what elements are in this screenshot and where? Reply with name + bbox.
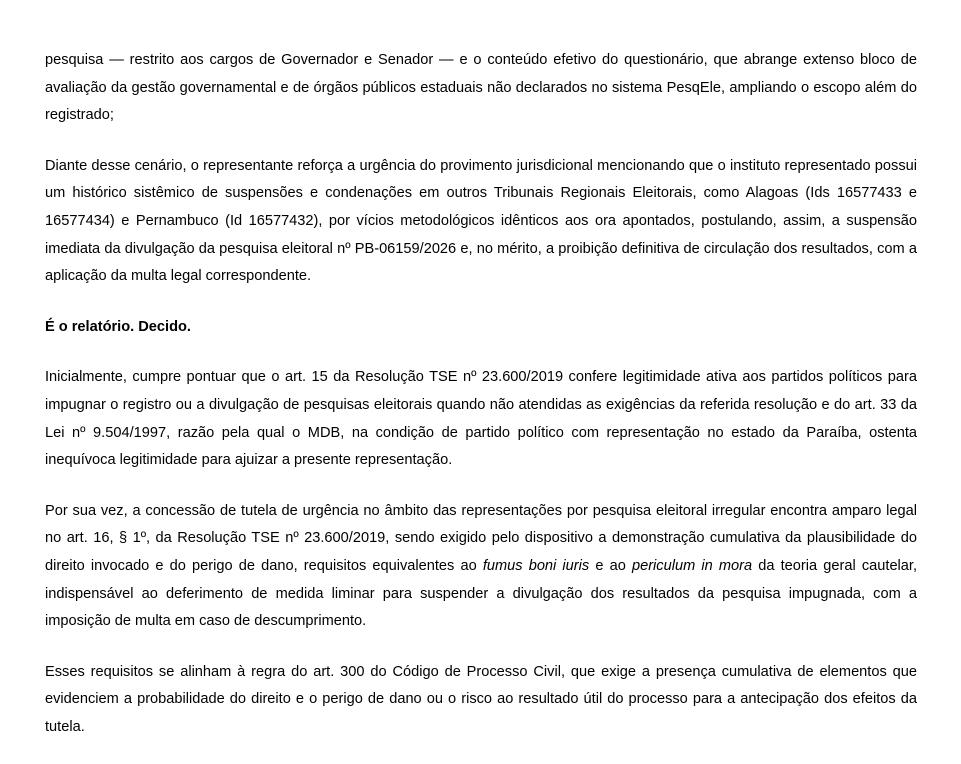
paragraph-urgent-relief-part3: da teoria geral cautelar, indispensável ao deferimento de medida liminar para suspender a divulgação dos resultados da pesquisa impugnada, com a imposição de multa em caso de descumprimento. <box>45 557 918 630</box>
latin-term-periculum-in-mora: periculum in mora <box>631 557 753 574</box>
paragraph-cpc-requirements: Esses requisitos se alinham à regra do art. 300 do Código de Processo Civil, que exige a presença cumulativa de elementos que evidenciem a probabilidade do direito e o perigo de dano ou o risco ao resultado útil do processo para a antecipação dos efeitos da tutela. <box>45 663 917 735</box>
paragraph-urgent-relief-part2: e ao <box>589 557 632 574</box>
section-heading-report-decision: É o relatório. Decido. <box>45 318 191 335</box>
paragraph-questionnaire-scope: pesquisa — restrito aos cargos de Governador e Senador — e o conteúdo efetivo do questionário, que abrange extenso bloco de avaliação da gestão governamental e de órgãos públicos estaduais não declarados no sistema PesqEle, ampliando o escopo além do registrado; <box>45 52 917 124</box>
paragraph-urgent-relief-part1: Por sua vez, a concessão de tutela de urgência no âmbito das representações por pesquisa eleitoral irregular encontra amparo legal no art. 16, § 1º, da Resolução TSE nº 23.600/2019, sendo exigido pelo dispositivo a demonstração cumulativa da plausibilidade do direito invocado e do perigo de dano, requisitos equivalentes ao <box>45 502 917 574</box>
document-page <box>45 47 917 764</box>
paragraph-urgency-request: Diante desse cenário, o representante reforça a urgência do provimento jurisdicional mencionando que o instituto representado possui um histórico sistêmico de suspensões e condenações em outros Tribunais Regionais Eleitorais, como Alagoas (Ids 16577433 e 16577434) e Pernambuco (Id 16577432), por vícios metodológicos idênticos aos ora apontados, postulando, assim, a suspensão imediata da divulgação da pesquisa eleitoral nº PB-06159/2026 e, no mérito, a proibição definitiva de circulação dos resultados, com a aplicação da multa legal correspondente. <box>45 157 917 285</box>
paragraph-urgent-relief <box>45 498 917 636</box>
latin-term-fumus-boni-iuris: fumus boni iuris <box>482 557 590 574</box>
paragraph-legitimacy: Inicialmente, cumpre pontuar que o art. 15 da Resolução TSE nº 23.600/2019 confere legitimidade ativa aos partidos políticos para impugnar o registro ou a divulgação de pesquisas eleitorais quando não atendidas as exigências da referida resolução e do art. 33 da Lei nº 9.504/1997, razão pela qual o MDB, na condição de partido político com representação no estado da Paraíba, ostenta inequívoca legitimidade para ajuizar a presente representação. <box>45 369 917 469</box>
